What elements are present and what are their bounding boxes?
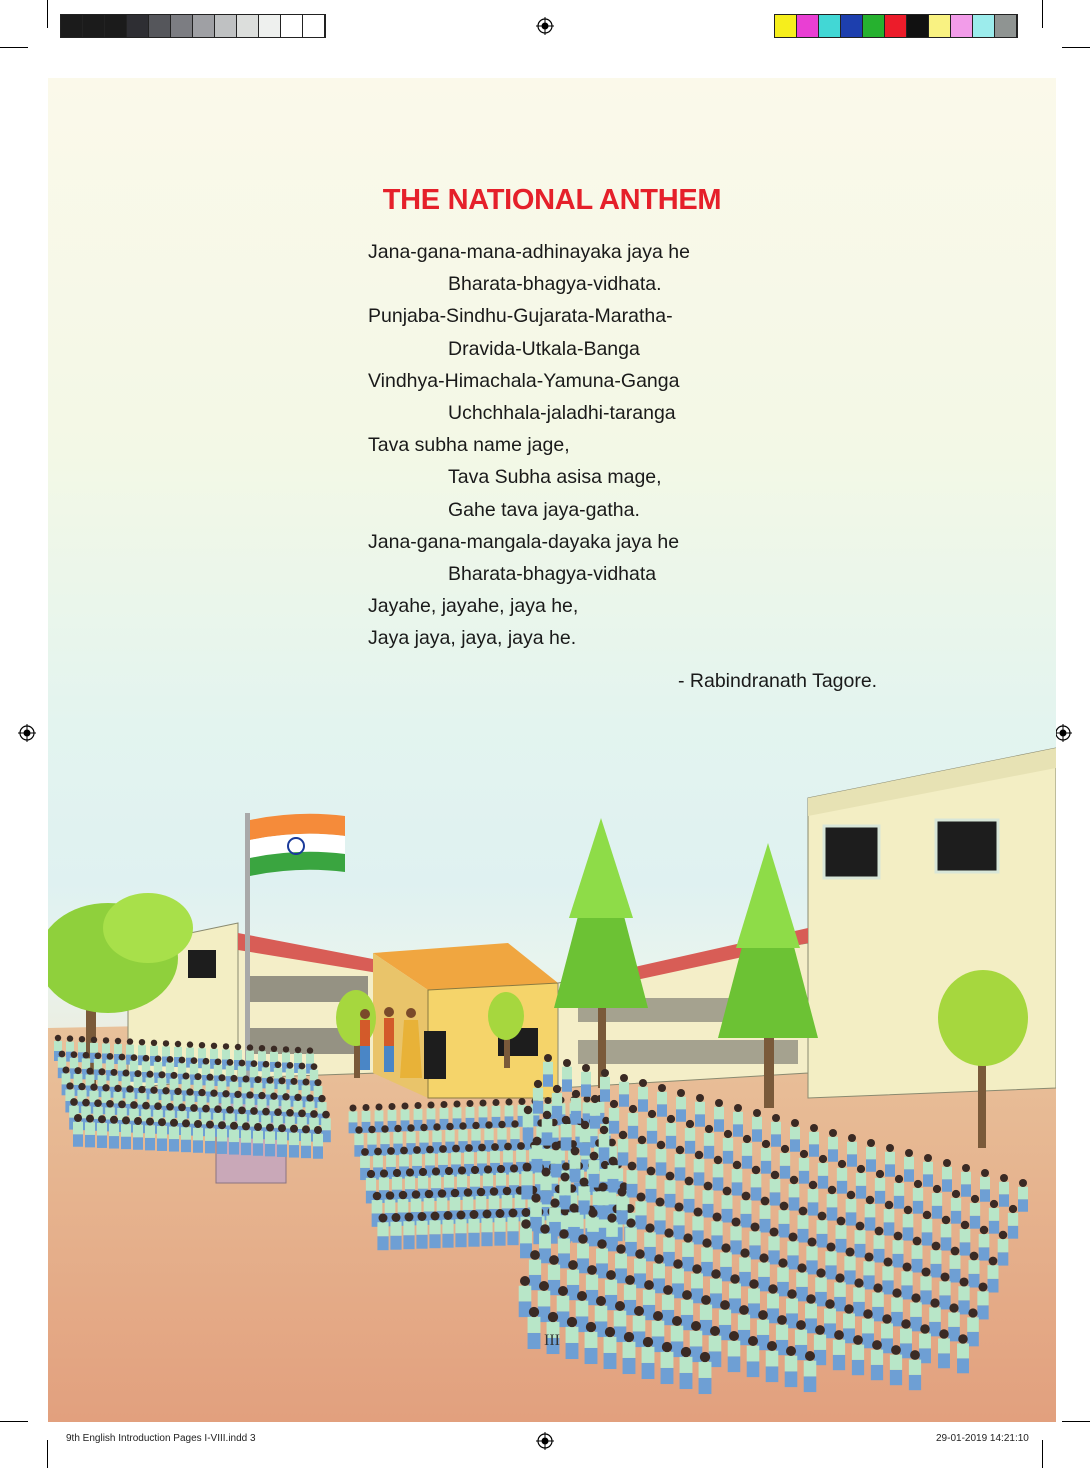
student (532, 1137, 543, 1173)
student (988, 1257, 999, 1293)
student (507, 1209, 518, 1246)
student (684, 1177, 695, 1213)
registration-mark-icon (1054, 724, 1072, 742)
crop-mark (1042, 1440, 1043, 1468)
student (673, 1202, 684, 1239)
student (145, 1118, 155, 1151)
student (520, 1219, 532, 1258)
student (552, 1085, 562, 1119)
student (529, 1250, 541, 1290)
student (241, 1122, 251, 1155)
student (662, 1285, 674, 1325)
student (913, 1180, 923, 1214)
student (609, 1100, 619, 1134)
student (481, 1210, 492, 1247)
student (771, 1114, 781, 1147)
student (635, 1192, 646, 1229)
student (761, 1140, 771, 1174)
anthem-line: Uchchhala-jaladhi-taranga (448, 401, 676, 424)
student (979, 1226, 990, 1261)
student (931, 1242, 942, 1278)
student (599, 1126, 610, 1161)
student (695, 1094, 705, 1127)
student (817, 1212, 828, 1248)
student (798, 1207, 809, 1243)
student (442, 1211, 453, 1248)
student (942, 1159, 952, 1192)
student (169, 1119, 179, 1152)
student (970, 1195, 980, 1229)
student (85, 1115, 95, 1148)
student (932, 1185, 942, 1219)
student (703, 1182, 714, 1218)
student (157, 1118, 167, 1151)
student (540, 1167, 551, 1204)
student (806, 1237, 817, 1274)
student (681, 1290, 693, 1330)
student (627, 1162, 638, 1198)
student (969, 1252, 980, 1288)
student (608, 1157, 619, 1193)
student (539, 1224, 551, 1263)
school-assembly-illustration (48, 728, 1056, 1422)
student (710, 1269, 722, 1308)
crop-mark (0, 1421, 28, 1422)
student (856, 1165, 866, 1199)
anthem-text (368, 236, 690, 654)
student (912, 1237, 923, 1273)
student (578, 1177, 589, 1214)
student (542, 1111, 553, 1146)
student (548, 1255, 560, 1295)
student (265, 1124, 275, 1157)
student (758, 1253, 770, 1291)
student (646, 1167, 657, 1203)
slug-timestamp: 29-01-2019 14:21:10 (936, 1433, 1029, 1444)
crop-mark (1042, 0, 1043, 28)
color-swatch (237, 15, 259, 37)
student (253, 1123, 263, 1156)
student (429, 1212, 440, 1249)
student (596, 1239, 608, 1278)
student (643, 1280, 655, 1320)
student (891, 1288, 903, 1326)
student (827, 1186, 838, 1221)
student (960, 1221, 971, 1256)
student (760, 1197, 771, 1233)
student (619, 1074, 629, 1107)
student (882, 1257, 893, 1294)
student (561, 1116, 572, 1151)
color-swatch (797, 15, 819, 37)
process-color-bar (774, 14, 1018, 38)
student (562, 1059, 572, 1092)
color-swatch (841, 15, 863, 37)
student (729, 1274, 741, 1313)
student (615, 1244, 627, 1283)
color-swatch (929, 15, 951, 37)
anthem-line: Jana-gana-mangala-dayaka jaya he (368, 530, 680, 553)
student (533, 1080, 543, 1114)
student (605, 1270, 617, 1310)
student (665, 1172, 676, 1208)
student (551, 1142, 562, 1178)
registration-mark-icon (18, 724, 36, 742)
student (777, 1258, 789, 1296)
student (691, 1264, 703, 1303)
student (109, 1116, 119, 1149)
student (133, 1117, 143, 1150)
student (844, 1247, 855, 1284)
anthem-line: Punjaba-Sindhu-Gujarata-Maratha- (368, 305, 673, 328)
book-page (48, 78, 1056, 1422)
student (390, 1213, 401, 1250)
student (587, 1208, 599, 1246)
registration-mark-icon (536, 1432, 554, 1450)
student (748, 1279, 760, 1318)
student (894, 1175, 904, 1209)
student (893, 1232, 904, 1268)
student (685, 1120, 695, 1154)
student (977, 1282, 988, 1319)
student (680, 1347, 693, 1389)
color-swatch (951, 15, 973, 37)
student (733, 1104, 743, 1137)
student (722, 1187, 733, 1223)
student (653, 1254, 665, 1293)
color-swatch (863, 15, 885, 37)
student (825, 1242, 836, 1279)
student (672, 1259, 684, 1298)
student (704, 1125, 714, 1159)
student (205, 1121, 215, 1154)
student (865, 1196, 876, 1231)
anthem-line: Dravida-Utkala-Banga (448, 337, 640, 360)
student (624, 1275, 636, 1315)
student (742, 1135, 752, 1169)
student (699, 1352, 712, 1394)
student (815, 1268, 827, 1306)
student (73, 1114, 83, 1147)
student (713, 1156, 724, 1191)
student (523, 1106, 534, 1141)
student (863, 1252, 874, 1289)
student (808, 1181, 819, 1216)
student (998, 1231, 1009, 1266)
color-swatch (83, 15, 105, 37)
student (313, 1126, 323, 1159)
student (606, 1213, 618, 1251)
anthem-line: Jana-gana-mana-adhinayaka jaya he (368, 241, 690, 263)
student (217, 1121, 227, 1154)
indian-flag-icon (250, 814, 345, 876)
student (786, 1289, 798, 1328)
student (958, 1277, 969, 1314)
student (403, 1213, 414, 1250)
student (455, 1211, 466, 1248)
anthem-line: Jayahe, jayahe, jaya he, (368, 595, 579, 618)
student (885, 1144, 895, 1177)
student (521, 1162, 532, 1199)
anthem-line: Bharata-bhagya-vidhata. (448, 273, 662, 296)
student (847, 1134, 857, 1167)
student (904, 1149, 914, 1182)
page-number: III (544, 1332, 560, 1349)
student (701, 1238, 713, 1276)
student (770, 1171, 781, 1206)
student (872, 1283, 884, 1321)
student (567, 1260, 579, 1300)
student (779, 1202, 790, 1238)
student (741, 1192, 752, 1228)
anthem-line: Jaya jaya, jaya, jaya he. (368, 627, 577, 650)
student (676, 1089, 686, 1122)
student (767, 1284, 779, 1323)
student (581, 1064, 591, 1097)
student (903, 1206, 914, 1241)
student (939, 1272, 950, 1309)
color-swatch (819, 15, 841, 37)
color-swatch (995, 15, 1017, 37)
student (999, 1174, 1009, 1207)
student (929, 1298, 941, 1336)
student (796, 1263, 808, 1301)
student (732, 1161, 743, 1196)
student (558, 1229, 570, 1268)
student (277, 1124, 287, 1157)
crop-mark (1062, 47, 1090, 48)
student (739, 1248, 751, 1286)
student (950, 1247, 961, 1283)
student (799, 1150, 809, 1184)
student (989, 1200, 999, 1234)
color-swatch (775, 15, 797, 37)
student (571, 1090, 581, 1124)
student (846, 1191, 857, 1226)
student (634, 1249, 646, 1288)
student (193, 1120, 203, 1153)
crop-mark (47, 1440, 48, 1468)
student (805, 1294, 817, 1333)
student (600, 1069, 610, 1102)
gray-color-bar (60, 14, 326, 38)
student (901, 1262, 912, 1299)
student (692, 1207, 703, 1244)
student (866, 1139, 876, 1172)
student (884, 1201, 895, 1236)
student (597, 1182, 608, 1219)
student (657, 1084, 667, 1117)
student (809, 1124, 819, 1157)
student (951, 1190, 961, 1224)
student (121, 1116, 131, 1149)
student (654, 1197, 665, 1234)
student (301, 1125, 311, 1158)
student (666, 1115, 676, 1149)
student (577, 1234, 589, 1273)
student (834, 1273, 846, 1311)
color-swatch (171, 15, 193, 37)
student (675, 1146, 686, 1181)
student (289, 1125, 299, 1158)
student (923, 1154, 933, 1187)
student (181, 1119, 191, 1152)
student (616, 1187, 627, 1224)
student (874, 1227, 885, 1263)
student (961, 1164, 971, 1197)
student (768, 1227, 779, 1264)
student (749, 1222, 760, 1259)
student (568, 1203, 580, 1241)
slug-filename: 9th English Introduction Pages I-VIII.indd 3 (66, 1433, 256, 1444)
color-swatch (193, 15, 215, 37)
student (711, 1212, 722, 1249)
student (590, 1095, 600, 1129)
anthem-line: Bharata-bhagya-vidhata (448, 562, 657, 585)
student (785, 1346, 798, 1387)
student (682, 1233, 694, 1271)
anthem-line: Tava Subha asisa mage, (448, 466, 662, 489)
student (628, 1105, 638, 1139)
student (789, 1176, 800, 1211)
color-swatch (259, 15, 281, 37)
student (580, 1121, 591, 1156)
student (637, 1136, 648, 1171)
color-swatch (105, 15, 127, 37)
student (543, 1054, 553, 1087)
student (589, 1152, 600, 1188)
student (751, 1166, 762, 1201)
student (875, 1170, 885, 1204)
student (700, 1295, 712, 1335)
student (625, 1218, 637, 1256)
color-swatch (127, 15, 149, 37)
student (804, 1351, 817, 1392)
student (818, 1155, 828, 1189)
student (910, 1293, 922, 1331)
student (559, 1172, 570, 1209)
color-swatch (281, 15, 303, 37)
student (586, 1265, 598, 1305)
student (1018, 1179, 1028, 1212)
crop-mark (47, 0, 48, 28)
student (837, 1160, 847, 1194)
color-swatch (215, 15, 237, 37)
student (377, 1214, 388, 1251)
anthem-line: Vindhya-Himachala-Yamuna-Ganga (368, 369, 680, 392)
student (647, 1110, 657, 1144)
student (853, 1278, 865, 1316)
student (941, 1216, 952, 1251)
student (549, 1198, 561, 1236)
student (920, 1267, 931, 1304)
color-swatch (303, 15, 325, 37)
student (790, 1119, 800, 1152)
student (909, 1350, 921, 1390)
color-swatch (149, 15, 171, 37)
student (618, 1131, 629, 1166)
student (714, 1099, 724, 1132)
color-swatch (973, 15, 995, 37)
student (730, 1217, 741, 1254)
registration-mark-icon (536, 17, 554, 35)
student (828, 1129, 838, 1162)
student (723, 1130, 733, 1164)
page-title: THE NATIONAL ANTHEM (382, 184, 722, 216)
color-swatch (61, 15, 83, 37)
student (694, 1151, 705, 1186)
student (780, 1145, 790, 1179)
student (530, 1193, 542, 1231)
student (890, 1345, 902, 1385)
student (97, 1115, 107, 1148)
student (787, 1232, 798, 1269)
student (644, 1223, 656, 1261)
student (468, 1210, 479, 1247)
student (663, 1228, 675, 1266)
student (720, 1243, 732, 1281)
student (570, 1147, 581, 1183)
student (752, 1109, 762, 1142)
student (922, 1211, 933, 1246)
student (229, 1122, 239, 1155)
anthem-line: Gahe tava jaya-gatha. (448, 498, 640, 521)
student (836, 1217, 847, 1253)
student (416, 1212, 427, 1249)
student (980, 1169, 990, 1202)
color-swatch (885, 15, 907, 37)
color-swatch (907, 15, 929, 37)
student (638, 1079, 648, 1112)
anthem-line: Tava subha name jage, (368, 434, 570, 457)
student (855, 1222, 866, 1258)
student (656, 1141, 667, 1176)
crop-mark (1062, 1421, 1090, 1422)
author-credit: - Rabindranath Tagore. (678, 670, 878, 692)
student (494, 1209, 505, 1246)
student (1008, 1205, 1018, 1239)
crop-mark (0, 47, 28, 48)
